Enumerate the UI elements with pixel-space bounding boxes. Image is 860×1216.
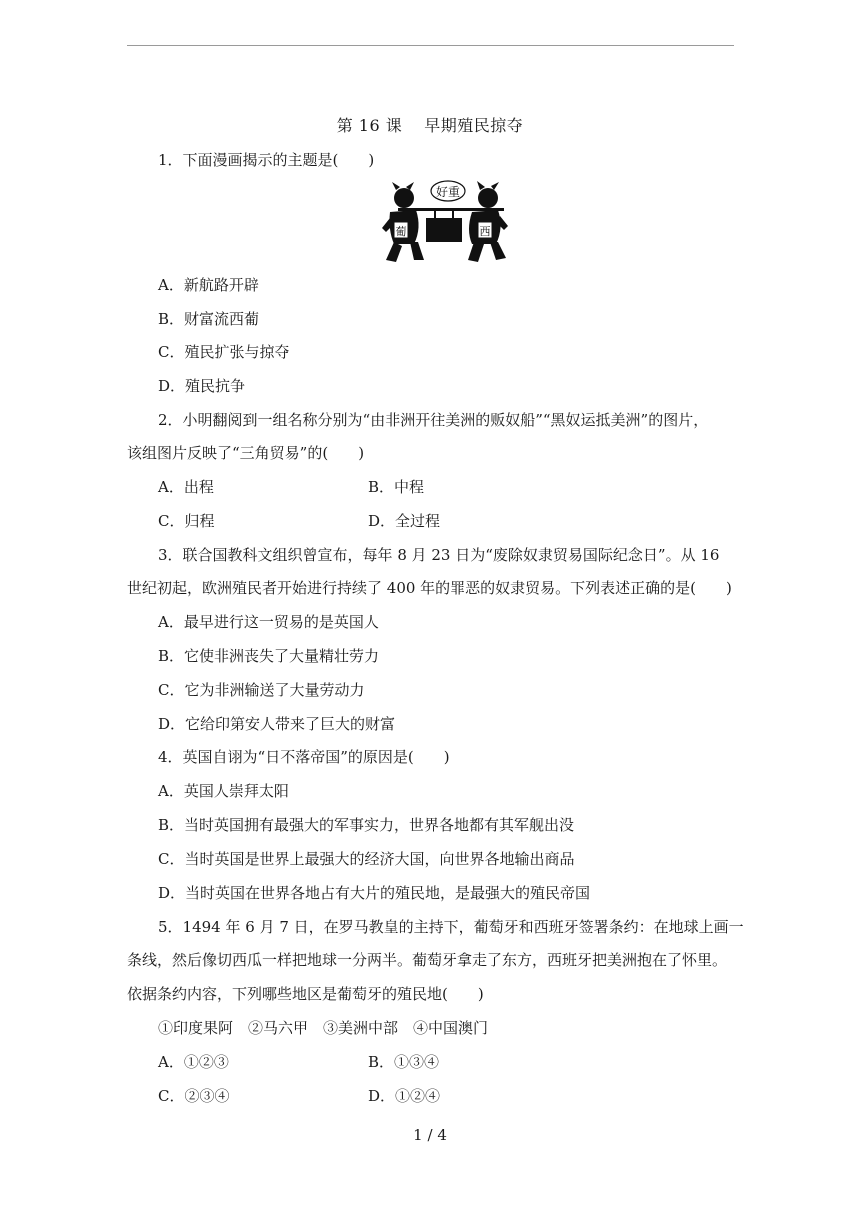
q2-option-b: B．中程	[368, 478, 425, 496]
q2-option-a: A．出程	[158, 478, 214, 496]
q1-option-a: A．新航路开辟	[158, 276, 259, 294]
question-2-stem-line-1: 2．小明翻阅到一组名称分别为“由非洲开往美洲的贩奴船”“黑奴运抵美洲”的图片，	[158, 411, 709, 429]
page-separator: /	[427, 1126, 433, 1144]
question-5-stem-line-3: 依据条约内容，下列哪些地区是葡萄牙的殖民地( )	[127, 985, 484, 1003]
right-figure	[468, 181, 508, 262]
lesson-title	[0, 113, 860, 136]
q4-option-b: B．当时英国拥有最强大的军事实力，世界各地都有其军舰出没	[158, 816, 575, 834]
q5-option-c: C．②③④	[158, 1087, 230, 1105]
question-3-stem-line-1: 3．联合国教科文组织曾宣布，每年 8 月 23 日为“废除奴隶贸易国际纪念日”。从 16	[158, 546, 720, 564]
page-current: 1	[413, 1126, 423, 1144]
question-3-stem-line-2: 世纪初起，欧洲殖民者开始进行持续了 400 年的罪恶的奴隶贸易。下列表述正确的是( )	[127, 579, 732, 597]
q1-option-b: B．财富流西葡	[158, 310, 260, 328]
q2-option-d: D．全过程	[368, 512, 441, 530]
question-5-stem-line-2: 条线，然后像切西瓜一样把地球一分两半。葡萄牙拿走了东方，西班牙把美洲抱在了怀里。	[127, 951, 728, 969]
q3-option-c: C．它为非洲输送了大量劳动力	[158, 681, 365, 699]
left-figure-label: 葡	[395, 225, 407, 238]
q5-option-b: B．①③④	[368, 1053, 440, 1071]
header-rule	[127, 45, 734, 46]
q5-option-d: D．①②④	[368, 1087, 441, 1105]
question-5-stem-line-1: 5．1494 年 6 月 7 日，在罗马教皇的主持下，葡萄牙和西班牙签署条约：在地球上画一	[158, 918, 744, 936]
question-4-stem: 4．英国自诩为“日不落帝国”的原因是( )	[158, 748, 450, 766]
cartoon-two-figures-carrying-chest	[380, 178, 512, 266]
q3-option-a: A．最早进行这一贸易的是英国人	[158, 613, 379, 631]
q1-option-d: D．殖民抗争	[158, 377, 246, 395]
q1-option-c: C．殖民扩张与掠夺	[158, 343, 290, 361]
q2-option-c: C．归程	[158, 512, 215, 530]
treasure-chest	[426, 218, 462, 242]
question-2-stem-line-2: 该组图片反映了“三角贸易”的( )	[127, 444, 365, 462]
right-figure-label: 西	[479, 225, 491, 238]
q5-option-a: A．①②③	[158, 1053, 229, 1071]
lesson-name: 早期殖民掠夺	[424, 116, 524, 135]
q4-option-c: C．当时英国是世界上最强大的经济大国，向世界各地输出商品	[158, 850, 575, 868]
lesson-number: 第 16 课	[336, 116, 403, 135]
question-1-stem: 1．下面漫画揭示的主题是( )	[158, 151, 375, 169]
q4-option-d: D．当时英国在世界各地占有大片的殖民地，是最强大的殖民帝国	[158, 884, 591, 902]
left-figure	[382, 182, 424, 262]
page-number	[0, 1126, 860, 1144]
q3-option-b: B．它使非洲丧失了大量精壮劳力	[158, 647, 380, 665]
q3-option-d: D．它给印第安人带来了巨大的财富	[158, 715, 396, 733]
q5-item-list: ①印度果阿 ②马六甲 ③美洲中部 ④中国澳门	[158, 1019, 489, 1037]
page-total: 4	[437, 1126, 447, 1144]
q4-option-a: A．英国人崇拜太阳	[158, 782, 289, 800]
speech-bubble-text: 好重	[435, 185, 461, 199]
